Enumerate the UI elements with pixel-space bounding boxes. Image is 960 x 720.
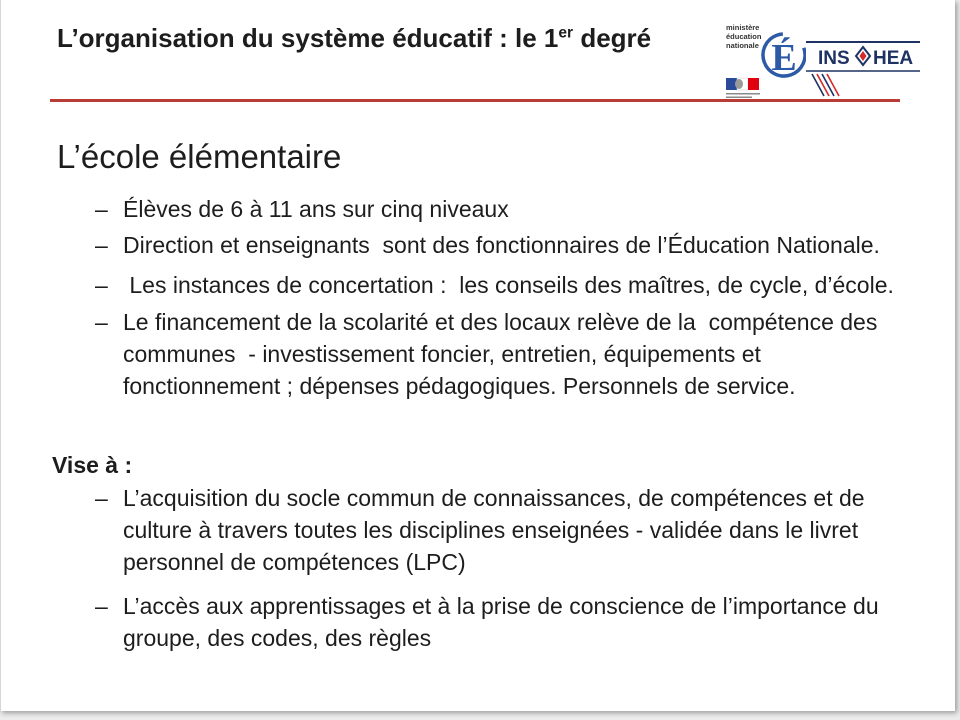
bullet-dash: – (95, 232, 108, 258)
vise-label: Vise à : (52, 452, 133, 478)
title-divider (50, 99, 900, 102)
ministry-logo-line: ministère (726, 23, 760, 32)
bullet-line: L’accès aux apprentissages et à la prise de conscience de l’importance du (123, 593, 879, 619)
bullet-item (95, 306, 945, 402)
ministry-caption-bar (726, 97, 752, 99)
ministry-logo-line: nationale (726, 41, 759, 50)
bullet-line: culture à travers toutes les disciplines enseignées - validée dans le livret (123, 517, 859, 543)
section-heading: L’école élémentaire (57, 138, 342, 175)
bullet-line: Direction et enseignants sont des fonctionnaires de l’Éducation Nationale. (123, 232, 880, 258)
ins-hea-right-text: HEA (873, 48, 914, 69)
bullet-item (95, 229, 945, 261)
bullet-text (123, 482, 945, 578)
bullet-line: Élèves de 6 à 11 ans sur cinq niveaux (123, 196, 509, 222)
ministry-logo-line: éducation (726, 32, 762, 41)
slide-title (57, 22, 651, 54)
bullet-item (95, 482, 945, 578)
bullet-text (123, 590, 945, 654)
bullet-dash: – (95, 196, 108, 222)
bullet-dash: – (95, 485, 108, 511)
title-end: degré (573, 23, 652, 53)
bullet-dash: – (95, 272, 108, 298)
bullet-line: Le financement de la scolarité et des locaux relève de la compétence des (123, 309, 878, 335)
bullet-item (95, 269, 945, 301)
diamond-icon (856, 47, 870, 65)
bullet-line: fonctionnement ; dépenses pédagogiques. Personnels de service. (123, 373, 796, 399)
title-main: L’organisation du système éducatif : le 1 (57, 23, 559, 53)
bullet-dash: – (95, 593, 108, 619)
bullet-line: groupe, des codes, des règles (123, 625, 432, 651)
bullet-text (123, 269, 945, 301)
ministry-letter: É (771, 37, 797, 79)
bullet-line: communes - investissement foncier, entretien, équipements et (123, 341, 761, 367)
ins-hea-logo (806, 36, 922, 98)
diagonal-stripes-icon (812, 74, 839, 96)
title-superscript: er (558, 24, 574, 42)
french-flag-icon (726, 78, 759, 90)
bullet-item (95, 193, 945, 225)
bullet-text (123, 193, 945, 225)
bullet-dash: – (95, 309, 108, 335)
bullet-line: personnel de compétences (LPC) (123, 549, 466, 575)
bullet-line: Les instances de concertation : les conseils des maîtres, de cycle, d’école. (123, 272, 894, 298)
bullet-text (123, 229, 945, 261)
ins-hea-left-text: INS (818, 48, 850, 69)
bullet-line: L’acquisition du socle commun de connaissances, de compétences et de (123, 485, 865, 511)
bullet-item (95, 590, 945, 654)
ministry-caption-bar (726, 93, 760, 95)
bullet-text (123, 306, 945, 402)
ministry-logo (722, 16, 806, 100)
